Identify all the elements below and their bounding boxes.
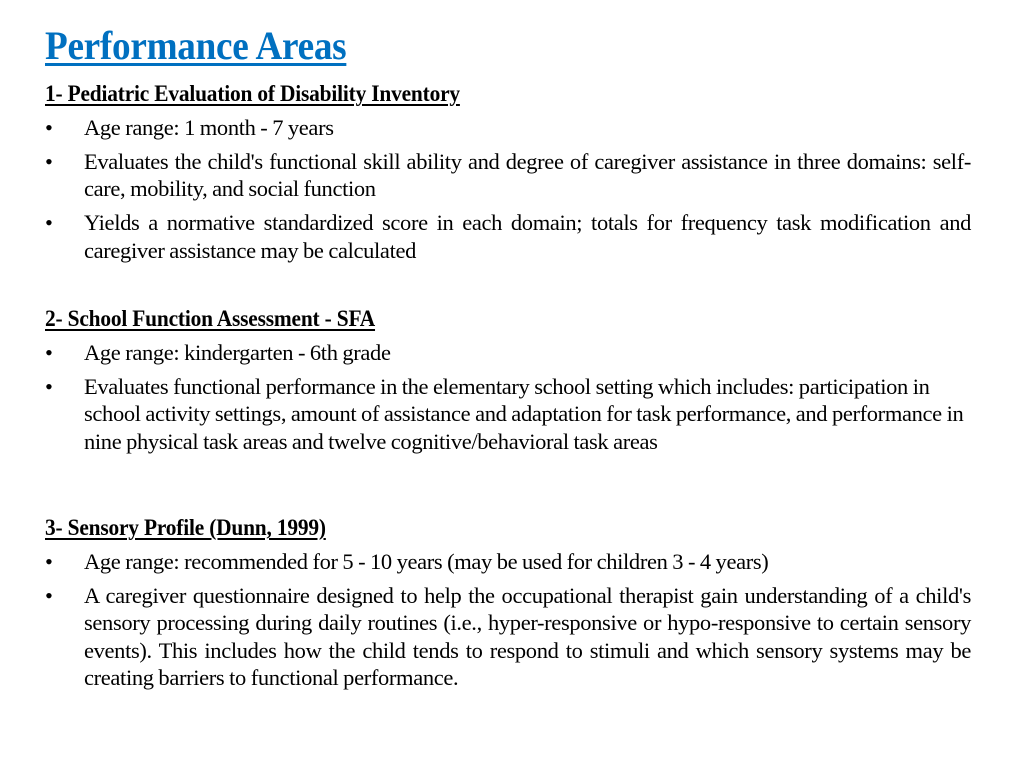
section-heading: 3- Sensory Profile (Dunn, 1999) xyxy=(45,515,326,540)
bullet-icon: • xyxy=(45,148,53,174)
bullet-icon: • xyxy=(45,582,53,608)
list-item-text: Age range: recommended for 5 - 10 years (may be used for children 3 - 4 years) xyxy=(84,548,769,574)
list-item xyxy=(45,339,971,367)
slide-title: Performance Areas xyxy=(45,23,347,68)
bullet-icon: • xyxy=(45,114,53,140)
bullet-icon: • xyxy=(45,210,53,235)
bullet-list xyxy=(45,339,971,456)
section-sfa xyxy=(45,305,971,455)
section-heading: 2- School Function Assessment - SFA xyxy=(45,306,376,331)
list-item-text: Yields a normative standardized score in each domain; totals for frequency task modification and caregiver assistance may be calculated xyxy=(84,210,971,263)
list-item-text: Evaluates functional performance in the elementary school setting which includes: participation in school activity settings, amount of assistance and adaptation for task performance, and performance in nine physical task areas and twelve cognitive/behavioral task areas xyxy=(84,373,964,454)
list-item xyxy=(45,582,971,692)
list-item xyxy=(45,209,971,264)
section-pedi xyxy=(45,80,971,264)
section-sensory-profile xyxy=(45,514,971,692)
bullet-icon: • xyxy=(45,339,53,365)
bullet-icon: • xyxy=(45,548,53,574)
list-item-text: Evaluates the child's functional skill ability and degree of caregiver assistance in three domains: self-care, mobility, and social function xyxy=(84,148,971,201)
list-item xyxy=(45,373,971,456)
list-item-text: Age range: kindergarten - 6th grade xyxy=(84,339,391,365)
bullet-list xyxy=(45,548,971,692)
list-item-text: Age range: 1 month - 7 years xyxy=(84,114,334,140)
list-item-text: A caregiver questionnaire designed to help the occupational therapist gain understanding of a child's sensory processing during daily routines (i.e., hyper-responsive or hypo-responsive to certain sensory events). This includes how the child tends to respond to stimuli and which sensory systems may be creating barriers to functional performance. xyxy=(84,582,971,690)
list-item xyxy=(45,148,971,203)
section-heading: 1- Pediatric Evaluation of Disability Inventory xyxy=(45,81,460,106)
list-item xyxy=(45,548,971,576)
list-item xyxy=(45,114,971,142)
bullet-list xyxy=(45,114,971,265)
bullet-icon: • xyxy=(45,373,53,399)
